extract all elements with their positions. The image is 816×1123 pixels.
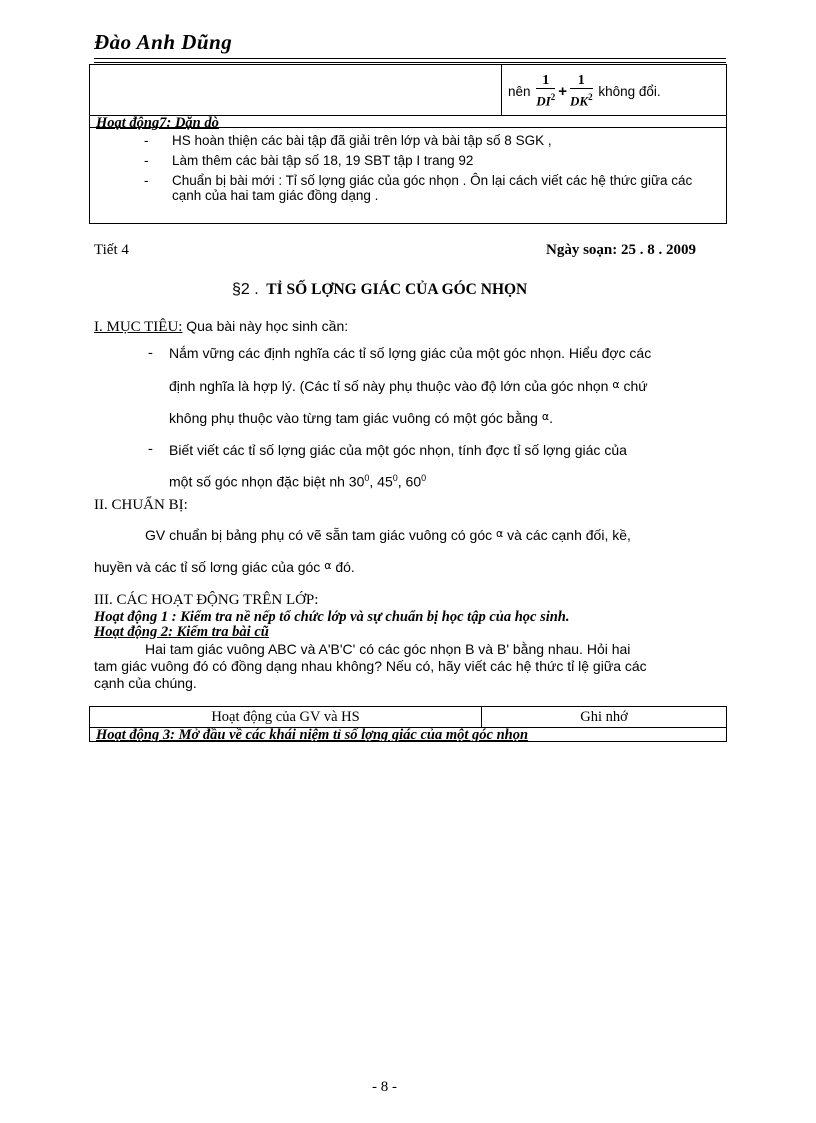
list-item: - Làm thêm các bài tập số 18, 19 SBT tập I trang 92: [144, 153, 474, 168]
fraction-denominator: $DI^2$: [536, 91, 556, 109]
objective-1-line-1: Nắm vững các định nghĩa các tỉ số lợng giác của một góc nhọn. Hiểu đợc các: [169, 345, 652, 361]
activity-7-list: [144, 133, 724, 208]
activity-7-heading: Hoạt động7: Dặn dò: [96, 115, 219, 131]
lesson-date: Ngày soạn: 25 . 8 . 2009: [546, 242, 697, 258]
author-header: Đào Anh Dũng: [94, 30, 233, 54]
preparation-line-2: huyền và các tỉ số lơng giác của góc $^\alpha$ đó.: [94, 559, 355, 575]
table-column-divider: [501, 65, 502, 115]
preparation-line-1: GV chuẩn bị bảng phụ có vẽ sẵn tam giác vuông có góc $^\alpha$ và các cạnh đối, kề,: [145, 527, 631, 543]
activity-2-para-line-1: Hai tam giác vuông ABC và A'B'C' có các góc nhọn B và B' bằng nhau. Hỏi hai: [145, 641, 631, 657]
objective-1-line-2: định nghĩa là hợp lý. (Các tỉ số này phụ thuộc vào độ lớn của góc nhọn $^\alpha$ chứ: [169, 378, 648, 394]
activity-2-para-line-3: cạnh của chúng.: [94, 675, 197, 691]
lesson-title: [232, 281, 527, 299]
fraction-1-over-di2: [536, 73, 555, 109]
formula-prefix: nên: [508, 83, 531, 99]
list-item: - Chuẩn bị bài mới : Tỉ số lợng giác của góc nhọn . Ôn lại cách viết các hệ thức giữa các cạnh của hai tam giác đồng dạng .: [144, 173, 693, 203]
objective-2-line-1: Biết viết các tỉ số lợng giác của một góc nhọn, tính đợc tỉ số lợng giác của: [169, 442, 627, 458]
objectives-heading: I. MỤC TIÊU: Qua bài này học sinh cần:: [94, 318, 349, 335]
table-header-activities: Hoạt động của GV và HS: [211, 709, 360, 725]
fraction-1-over-dk2: [570, 73, 593, 109]
objective-2-line-2: một số góc nhọn đặc biệt nh $30^0$, $45^0$, $60^0$: [169, 473, 427, 490]
fraction-denominator: $DK^2$: [570, 91, 593, 109]
lesson-title-text: TỈ SỐ LỢNG GIÁC CỦA GÓC NHỌN: [266, 281, 528, 298]
plus-sign: +: [558, 82, 568, 100]
activity-3-heading: Hoạt động 3: Mở đầu về các khái niệm tỉ số lợng giác của một góc nhọn: [96, 727, 529, 743]
list-item: - HS hoàn thiện các bài tập đã giải trên lớp và bài tập số 8 SGK ,: [144, 133, 552, 148]
activity-1-heading: Hoạt động 1 : Kiểm tra nề nếp tổ chức lớp và sự chuẩn bị học tập của học sinh.: [94, 609, 570, 625]
preparation-heading: II. CHUẨN BỊ:: [94, 497, 188, 513]
fraction-numerator: 1: [577, 72, 585, 88]
formula-cell: [508, 69, 723, 113]
activity-2-para-line-2: tam giác vuông đó có đồng dạng nhau không? Nếu có, hãy viết các hệ thức tỉ lệ giữa các: [94, 658, 647, 674]
bullet-dash: -: [148, 441, 153, 457]
page-number: - 8 -: [372, 1079, 397, 1095]
lesson-number: Tiết 4: [94, 242, 129, 258]
objective-1-line-3: không phụ thuộc vào từng tam giác vuông có một góc bằng $^\alpha$.: [169, 410, 553, 426]
top-table: [89, 64, 727, 224]
formula-suffix: không đổi.: [598, 83, 661, 99]
bottom-table: [89, 706, 727, 742]
header-rule-thick: [94, 58, 726, 59]
header-rule-thin: [94, 62, 726, 63]
bullet-dash: -: [148, 345, 153, 361]
activity-2-heading: Hoạt động 2: Kiểm tra bài cũ: [94, 624, 269, 640]
section-symbol: §2 .: [232, 281, 259, 298]
fraction-numerator: 1: [542, 72, 550, 88]
activities-heading: III. CÁC HOẠT ĐỘNG TRÊN LỚP:: [94, 592, 319, 608]
table-header-notes: Ghi nhớ: [580, 709, 628, 725]
